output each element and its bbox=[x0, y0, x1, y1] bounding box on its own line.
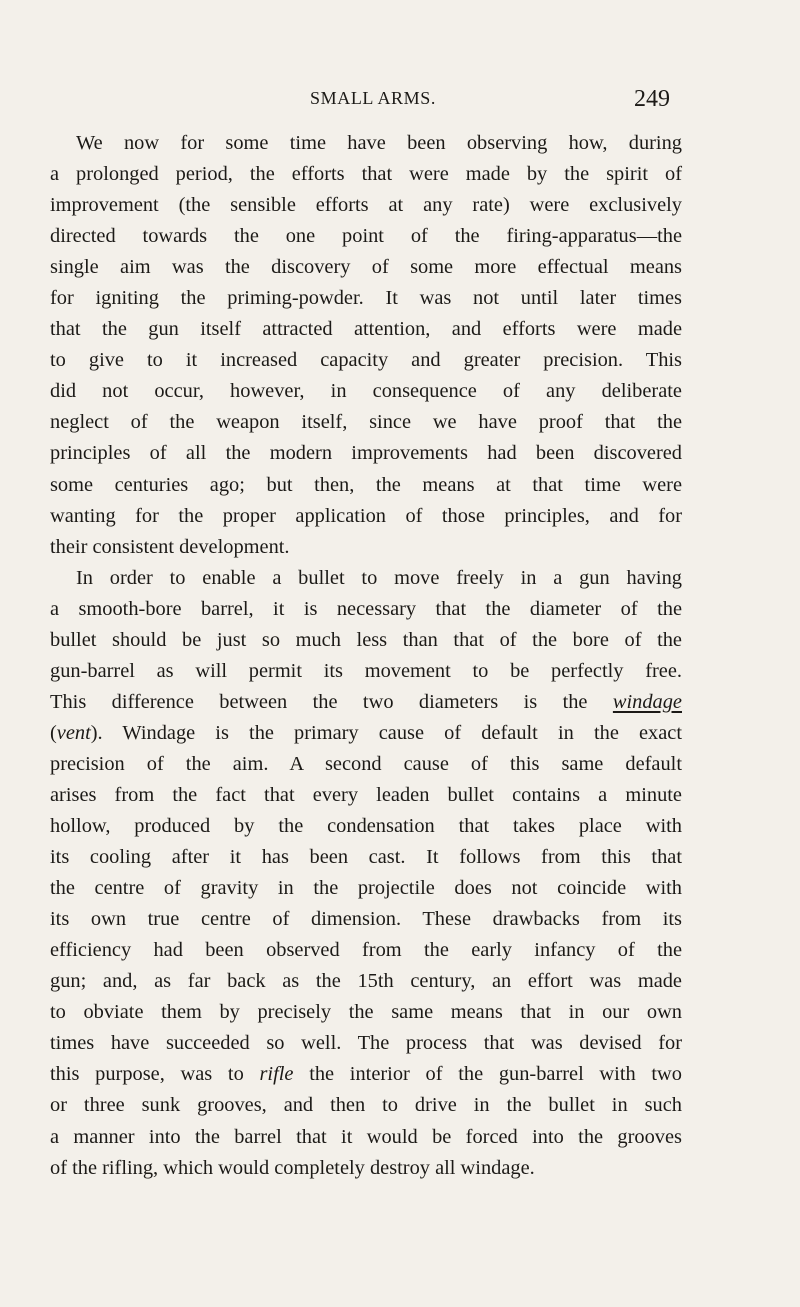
text-segment: This difference between the two diameters is the bbox=[50, 690, 588, 713]
open-paren: ( bbox=[50, 721, 57, 744]
text-line: single aim was the discovery of some more effectual means bbox=[50, 256, 682, 279]
text-line bbox=[50, 1059, 682, 1090]
text-line: a prolonged period, the efforts that were made by the spirit of bbox=[50, 163, 682, 186]
text-line: arises from the fact that every leaden bullet contains a minute bbox=[50, 783, 682, 806]
windage-term: windage bbox=[612, 690, 682, 713]
text-line bbox=[50, 687, 682, 718]
text-line: some centuries ago; but then, the means at that time were bbox=[50, 473, 682, 496]
text-line bbox=[50, 718, 682, 749]
running-head bbox=[310, 88, 670, 112]
text-line: the centre of gravity in the projectile does not coincide with bbox=[50, 877, 682, 900]
text-line: improvement (the sensible efforts at any rate) were exclusively bbox=[50, 194, 682, 217]
text-line: efficiency had been observed from the early infancy of the bbox=[50, 939, 682, 962]
text-line: gun; and, as far back as the 15th century, an effort was made bbox=[50, 970, 682, 993]
text-line: its cooling after it has been cast. It follows from this that bbox=[50, 846, 682, 869]
text-segment: the interior of the gun-barrel with two bbox=[309, 1063, 682, 1086]
text-line: In order to enable a bullet to move freely in a gun having bbox=[76, 566, 682, 589]
text-line: or three sunk grooves, and then to drive in the bullet in such bbox=[50, 1094, 682, 1117]
text-line: did not occur, however, in consequence of any deliberate bbox=[50, 380, 682, 403]
text-line: hollow, produced by the condensation that takes place with bbox=[50, 815, 682, 838]
text-segment: this purpose, was to bbox=[50, 1063, 244, 1086]
text-line: times have succeeded so well. The process that was devised for bbox=[50, 1032, 682, 1055]
rifle-term: rifle bbox=[259, 1063, 294, 1086]
text-line: for igniting the priming-powder. It was not until later times bbox=[50, 287, 682, 310]
text-line: their consistent development. bbox=[50, 535, 290, 558]
body-text bbox=[50, 128, 682, 1184]
page-number: 249 bbox=[634, 86, 670, 112]
text-line: directed towards the one point of the firing-apparatus—the bbox=[50, 225, 682, 248]
text-line: principles of all the modern improvements had been discovered bbox=[50, 442, 682, 465]
text-line: a manner into the barrel that it would be forced into the grooves bbox=[50, 1125, 682, 1148]
text-line: to give to it increased capacity and greater precision. This bbox=[50, 349, 682, 372]
vent-term: vent bbox=[56, 721, 91, 744]
text-segment: ). Windage is the primary cause of default in the exact bbox=[90, 721, 682, 744]
text-line: a smooth-bore barrel, it is necessary that the diameter of the bbox=[50, 597, 682, 620]
text-line: precision of the aim. A second cause of this same default bbox=[50, 752, 682, 775]
text-line: wanting for the proper application of those principles, and for bbox=[50, 504, 682, 527]
running-title: SMALL ARMS. bbox=[310, 88, 436, 108]
text-line: neglect of the weapon itself, since we have proof that the bbox=[50, 411, 682, 434]
text-line: bullet should be just so much less than that of the bore of the bbox=[50, 628, 682, 651]
text-line: its own true centre of dimension. These drawbacks from its bbox=[50, 908, 682, 931]
text-line: gun-barrel as will permit its movement to be perfectly free. bbox=[50, 659, 682, 682]
text-line: to obviate them by precisely the same means that in our own bbox=[50, 1001, 682, 1024]
text-line: We now for some time have been observing how, during bbox=[76, 132, 682, 154]
text-line: that the gun itself attracted attention, and efforts were made bbox=[50, 318, 682, 341]
text-line: of the rifling, which would completely destroy all windage. bbox=[50, 1156, 535, 1179]
